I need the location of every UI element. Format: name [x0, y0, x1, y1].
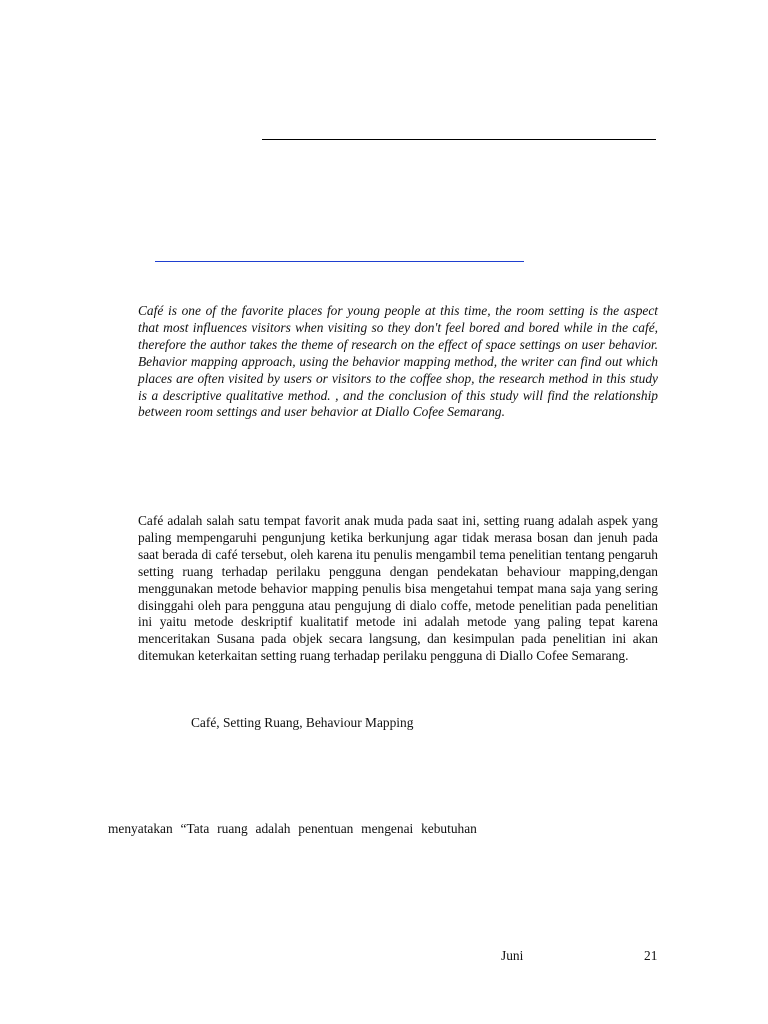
abstract-indonesian: Café adalah salah satu tempat favorit anak muda pada saat ini, setting ruang adalah aspek yang paling mempengaruhi pengunjung ketika berkunjung agar tidak merasa bosan dan jenuh pada saat berada di café tersebut, oleh karena itu penulis mengambil tema penelitian tentang pengaruh setting ruang terhadap perilaku pengguna dengan pendekatan behaviour mapping,dengan menggunakan metode behavior mapping penulis bisa mengetahui tempat mana saja yang sering disinggahi oleh para pengguna atau pengujung di dialo coffe, metode penelitian pada penelitian ini yaitu metode deskriptif kualitatif metode ini adalah metode yang paling tepat karena menceritakan Susana pada objek secara langsung, dan kesimpulan pada penelitian ini akan ditemukan keterkaitan setting ruang terhadap perilaku pengguna di Diallo Cofee Semarang.	[138, 513, 658, 664]
title-underline-rule	[262, 139, 656, 140]
page-number: 21	[644, 948, 658, 963]
abstract-english: Café is one of the favorite places for young people at this time, the room setting is the aspect that most influences visitors when visiting so they don't feel bored and bored while in the café, therefore the author takes the theme of research on the effect of space settings on user behavior. Behavior mapping approach, using the behavior mapping method, the writer can find out which places are often visited by users or visitors to the coffee shop, the research method in this study is a descriptive qualitative method. , and the conclusion of this study will find the relationship between room settings and user behavior at Diallo Cofee Semarang.	[138, 303, 658, 420]
keywords: Café, Setting Ruang, Behaviour Mapping	[191, 715, 414, 730]
body-text-line: menyatakan “Tata ruang adalah penentuan mengenai kebutuhan	[108, 821, 477, 836]
footer-month: Juni	[501, 948, 524, 963]
link-underline-rule[interactable]	[155, 261, 524, 262]
